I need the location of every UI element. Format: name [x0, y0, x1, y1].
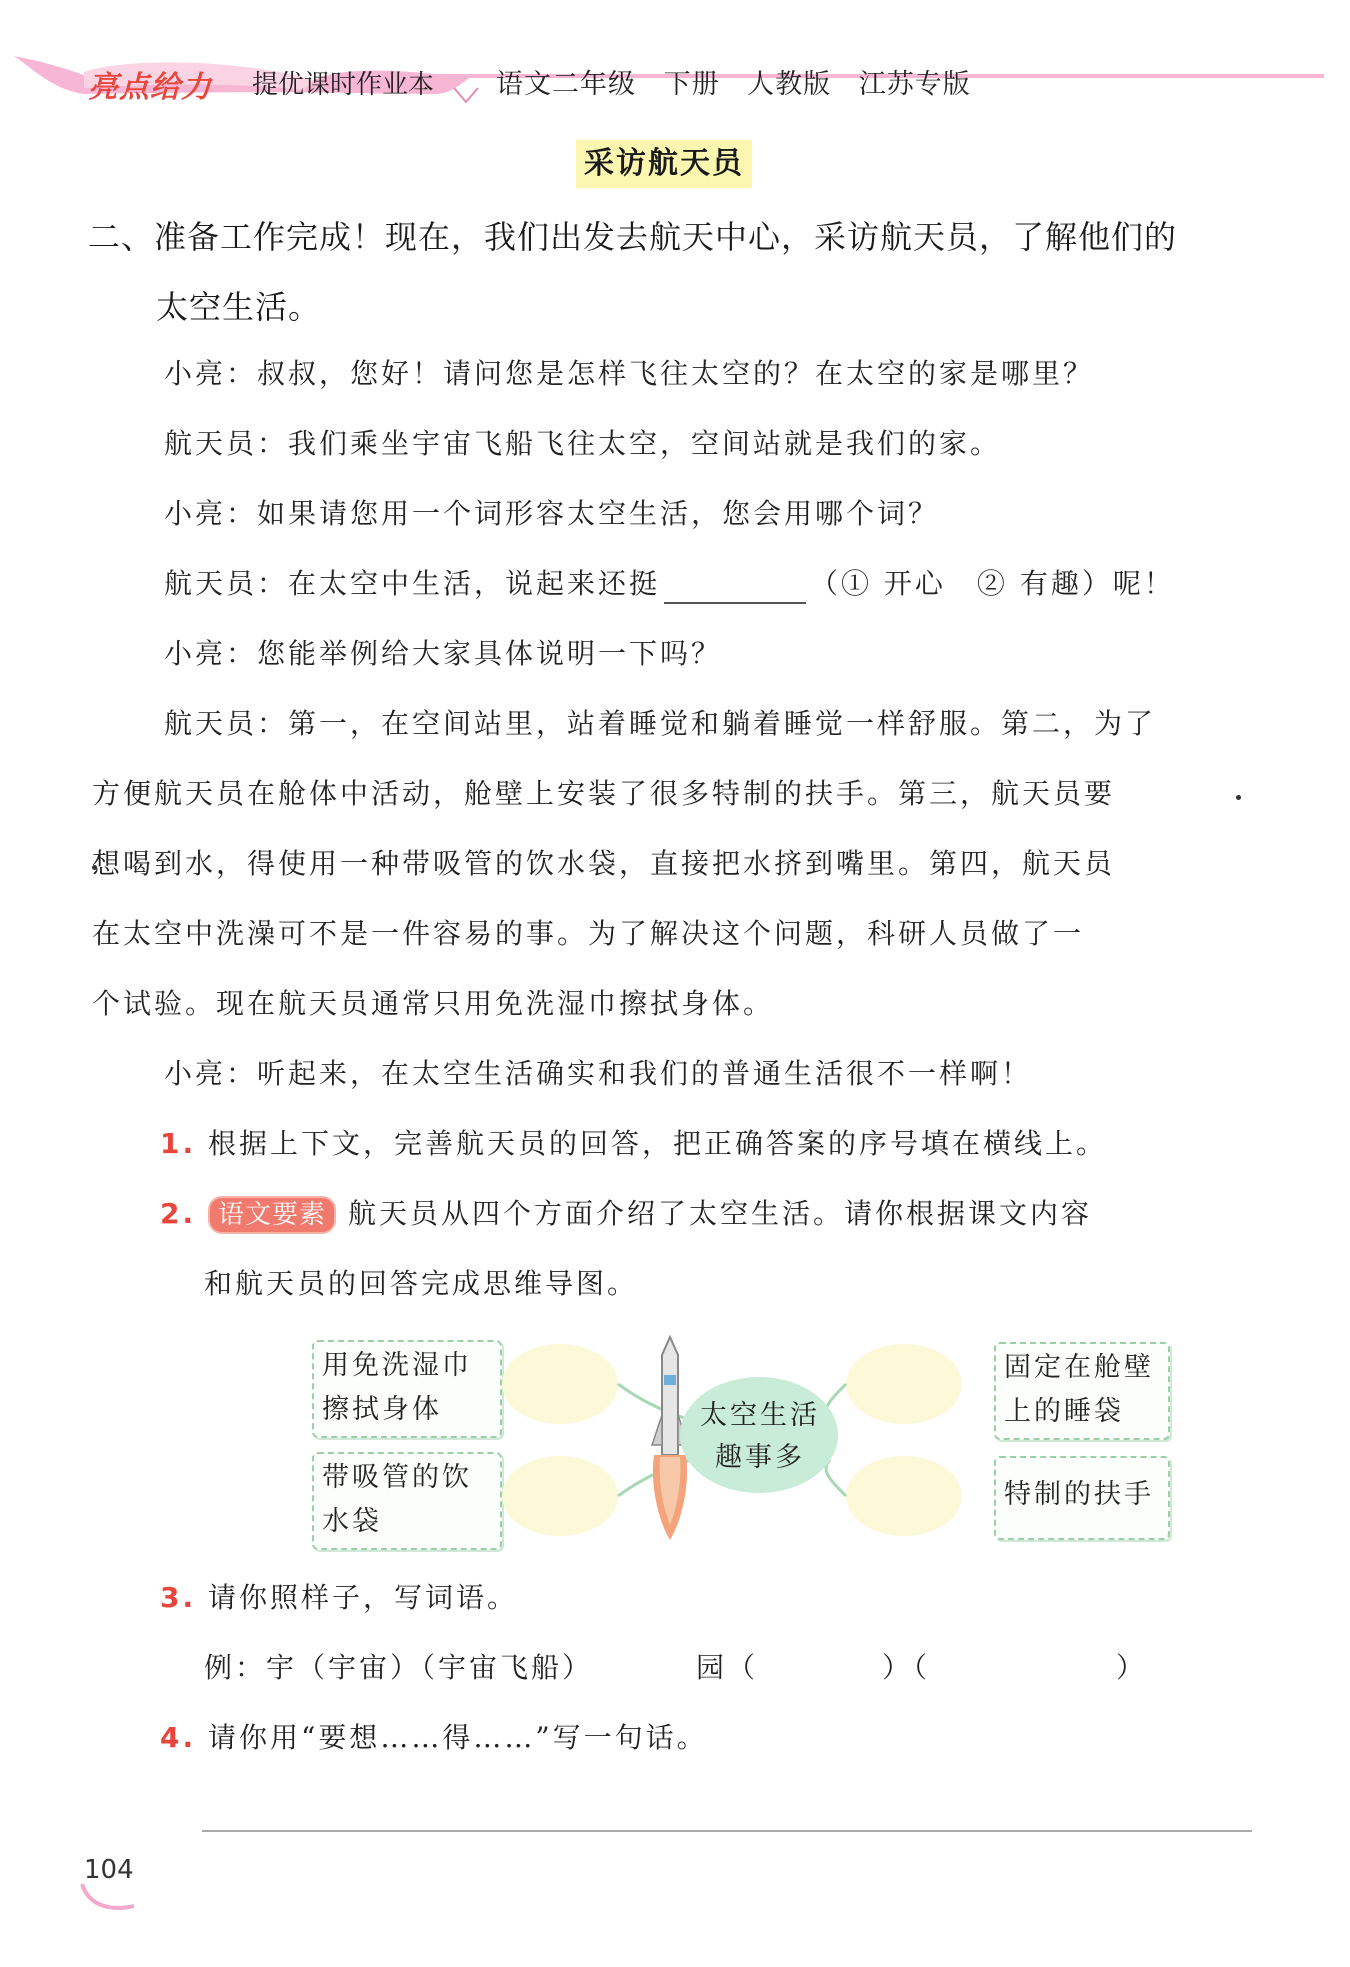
passage-line-5: 个试验。现在航天员通常只用免洗湿巾擦拭身体。: [92, 987, 775, 1020]
mindmap-left-bottom-box: [312, 1452, 502, 1550]
task-2-number: 2.: [160, 1197, 197, 1230]
mindmap-right-top-box: [994, 1342, 1170, 1440]
task-2: [160, 1194, 1092, 1234]
closing-line: 小亮：听起来，在太空生活确实和我们的普通生活很不一样啊！: [164, 1057, 1033, 1090]
task-1-text: 根据上下文，完善航天员的回答，把正确答案的序号填在横线上。: [208, 1127, 1108, 1160]
answer-line[interactable]: [202, 1830, 1252, 1832]
mindmap-center-text: [690, 1395, 830, 1479]
task-2-text: 航天员从四个方面介绍了太空生活。请你根据课文内容: [347, 1197, 1092, 1230]
mindmap-left-top-box: [312, 1340, 502, 1438]
mindmap-center-line2: 趣事多: [715, 1442, 805, 1473]
element-tag: 语文要素: [208, 1196, 336, 1234]
mindmap-right-top-line2: 上的睡袋: [1004, 1396, 1124, 1427]
task-1: [160, 1124, 1107, 1164]
passage-line-3: 想喝到水，得使用一种带吸管的饮水袋，直接把水挤到嘴里。第四，航天员: [92, 847, 1116, 880]
mindmap-center-line1: 太空生活: [700, 1400, 820, 1431]
task-2-line2: 和航天员的回答完成思维导图。: [204, 1267, 639, 1300]
task-3-prompt[interactable]: 园（ ）（ ）: [696, 1651, 1148, 1684]
task-1-number: 1.: [160, 1127, 197, 1160]
mindmap-right-bottom-box: [994, 1456, 1170, 1540]
mindmap-left-top-line1: 用免洗湿巾: [322, 1350, 472, 1381]
passage-line-2: 方便航天员在舱体中活动，舱壁上安装了很多特制的扶手。第三，航天员要: [92, 777, 1116, 810]
mindmap-empty-oval-left-bottom[interactable]: [502, 1456, 618, 1536]
mindmap-left-bottom-line2: 水袋: [322, 1506, 382, 1537]
brand-logo-text: 亮点给力: [88, 70, 212, 105]
series-name: 提优课时作业本: [252, 70, 435, 100]
dialogue-line-2: 航天员：我们乘坐宇宙飞船飞往太空，空间站就是我们的家。: [164, 427, 1002, 460]
page-number: 104: [84, 1855, 134, 1885]
answer-blank[interactable]: [664, 572, 806, 604]
task-3-example: 例：宇（宇宙）（宇宙飞船）: [204, 1651, 594, 1684]
book-info: 语文二年级 下册 人教版 江苏专版: [496, 69, 971, 100]
page-title: 采访航天员: [576, 140, 752, 188]
mindmap-right-top-line1: 固定在舱壁: [1004, 1352, 1154, 1383]
question-heading-line2: 太空生活。: [156, 288, 322, 326]
task-3-number: 3.: [160, 1581, 197, 1614]
task-4: [160, 1718, 708, 1758]
mindmap-empty-oval-right-bottom[interactable]: [846, 1456, 962, 1536]
dialogue-line-3: 小亮：如果请您用一个词形容太空生活，您会用哪个词？: [164, 497, 940, 530]
page-corner-swoosh: [78, 1878, 138, 1918]
task-4-text: 请你用“要想……得……”写一句话。: [208, 1721, 708, 1754]
dialogue-line-4-text: 航天员：在太空中生活，说起来还挺: [164, 567, 661, 600]
mindmap-right-bottom-text: 特制的扶手: [1004, 1479, 1154, 1510]
mindmap-left-top-line2: 擦拭身体: [322, 1394, 442, 1425]
dialogue-line-1: 小亮：叔叔，您好！请问您是怎样飞往太空的？在太空的家是哪里？: [164, 357, 1095, 390]
mindmap-empty-oval-left-top[interactable]: [502, 1344, 618, 1424]
mindmap-left-bottom-line1: 带吸管的饮: [322, 1462, 472, 1493]
passage-line-1: 航天员：第一，在空间站里，站着睡觉和躺着睡觉一样舒服。第二，为了: [164, 707, 1157, 740]
dialogue-line-4: [164, 564, 1175, 604]
task-3-text: 请你照样子，写词语。: [208, 1581, 519, 1614]
answer-options: （① 开心 ② 有趣）呢！: [810, 567, 1175, 600]
task-4-number: 4.: [160, 1721, 197, 1754]
question-heading-line1: 二、准备工作完成！现在，我们出发去航天中心，采访航天员，了解他们的: [88, 218, 1178, 256]
dialogue-line-5: 小亮：您能举例给大家具体说明一下吗？: [164, 637, 723, 670]
task-3: [160, 1578, 518, 1618]
passage-line-4: 在太空中洗澡可不是一件容易的事。为了解决这个问题，科研人员做了一: [92, 917, 1085, 950]
mindmap-empty-oval-right-top[interactable]: [846, 1344, 962, 1424]
